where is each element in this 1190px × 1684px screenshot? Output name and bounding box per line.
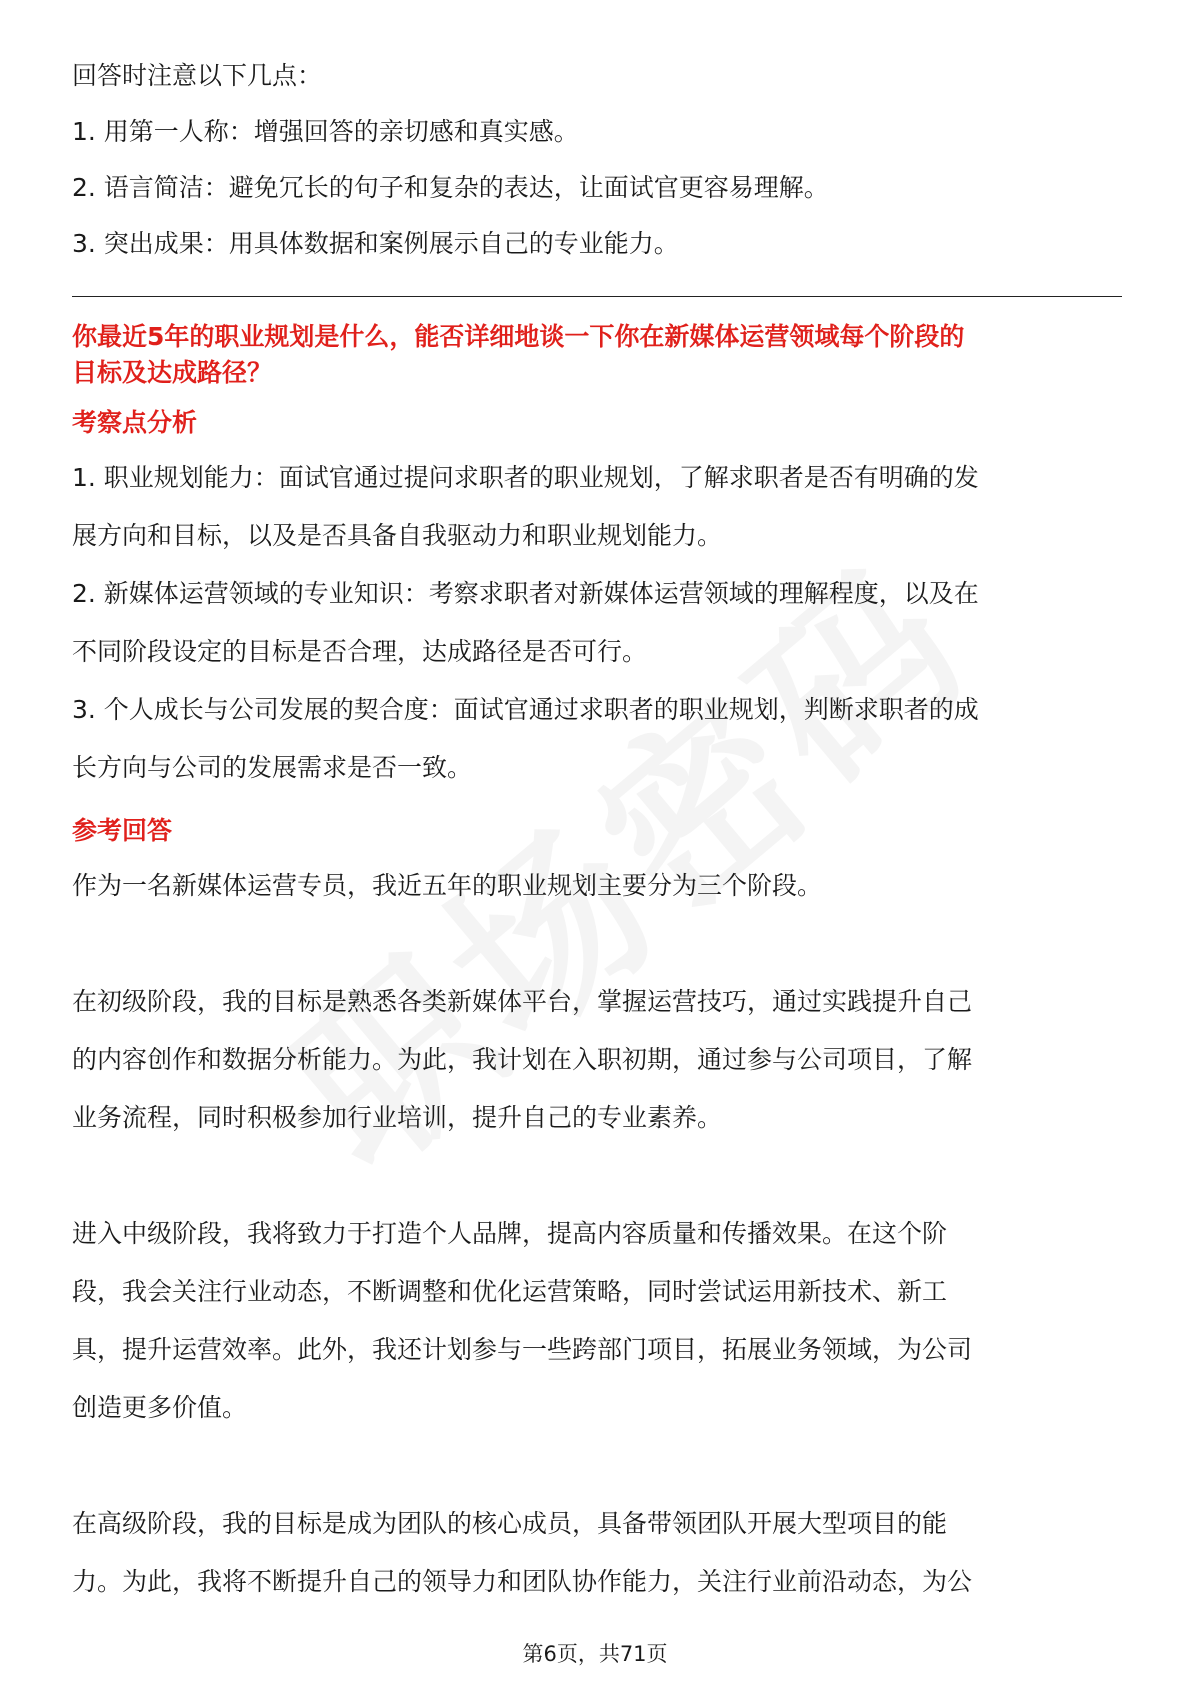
- analysis-line: 展方向和目标，以及是否具备自我驱动力和职业规划能力。: [72, 521, 723, 550]
- answer-line: 具，提升运营效率。此外，我还计划参与一些跨部门项目，拓展业务领域，为公司: [72, 1335, 973, 1364]
- analysis-line: 1. 职业规划能力：面试官通过提问求职者的职业规划，了解求职者是否有明确的发: [72, 463, 979, 492]
- answer-line: 的内容创作和数据分析能力。为此，我计划在入职初期，通过参与公司项目，了解: [72, 1045, 973, 1074]
- section-divider: [72, 296, 1122, 297]
- answer-line: 业务流程，同时积极参加行业培训，提升自己的专业素养。: [72, 1103, 723, 1132]
- page-number: 第6页，共71页: [522, 1642, 668, 1666]
- analysis-line: 3. 个人成长与公司发展的契合度：面试官通过求职者的职业规划，判断求职者的成: [72, 695, 979, 724]
- answer-line: 力。为此，我将不断提升自己的领导力和团队协作能力，关注行业前沿动态，为公: [72, 1567, 973, 1596]
- answer-line: 创造更多价值。: [72, 1393, 248, 1422]
- analysis-line: 不同阶段设定的目标是否合理，达成路径是否可行。: [72, 637, 648, 666]
- intro-point: 3. 突出成果：用具体数据和案例展示自己的专业能力。: [72, 229, 679, 258]
- answer-line: 进入中级阶段，我将致力于打造个人品牌，提高内容质量和传播效果。在这个阶: [72, 1219, 948, 1248]
- answer-intro: 作为一名新媒体运营专员，我近五年的职业规划主要分为三个阶段。: [72, 871, 823, 900]
- answer-line: 在高级阶段，我的目标是成为团队的核心成员，具备带领团队开展大型项目的能: [72, 1509, 948, 1538]
- analysis-line: 2. 新媒体运营领域的专业知识：考察求职者对新媒体运营领域的理解程度，以及在: [72, 579, 979, 608]
- intro-point: 1. 用第一人称：增强回答的亲切感和真实感。: [72, 117, 579, 146]
- question-line: 你最近5年的职业规划是什么，能否详细地谈一下你在新媒体运营领域每个阶段的: [72, 322, 965, 351]
- analysis-item: [72, 681, 1122, 797]
- analysis-item: [72, 565, 1122, 681]
- question-heading: [72, 319, 1122, 391]
- intro-heading: 回答时注意以下几点：: [72, 61, 323, 90]
- document-page: [72, 48, 1122, 1611]
- answer-paragraph-stage2: [72, 1205, 1122, 1437]
- question-line: 目标及达成路径？: [72, 358, 273, 387]
- analysis-title: 考察点分析: [72, 408, 198, 437]
- intro-point: 2. 语言简洁：避免冗长的句子和复杂的表达，让面试官更容易理解。: [72, 173, 829, 202]
- analysis-line: 长方向与公司的发展需求是否一致。: [72, 753, 473, 782]
- answer-line: 段，我会关注行业动态，不断调整和优化运营策略，同时尝试运用新技术、新工: [72, 1277, 948, 1306]
- answer-line: 在初级阶段，我的目标是熟悉各类新媒体平台，掌握运营技巧，通过实践提升自己: [72, 987, 973, 1016]
- analysis-item: [72, 449, 1122, 565]
- answer-paragraph-stage1: [72, 973, 1122, 1147]
- answer-paragraph-stage3: [72, 1495, 1122, 1611]
- answer-title: 参考回答: [72, 816, 173, 845]
